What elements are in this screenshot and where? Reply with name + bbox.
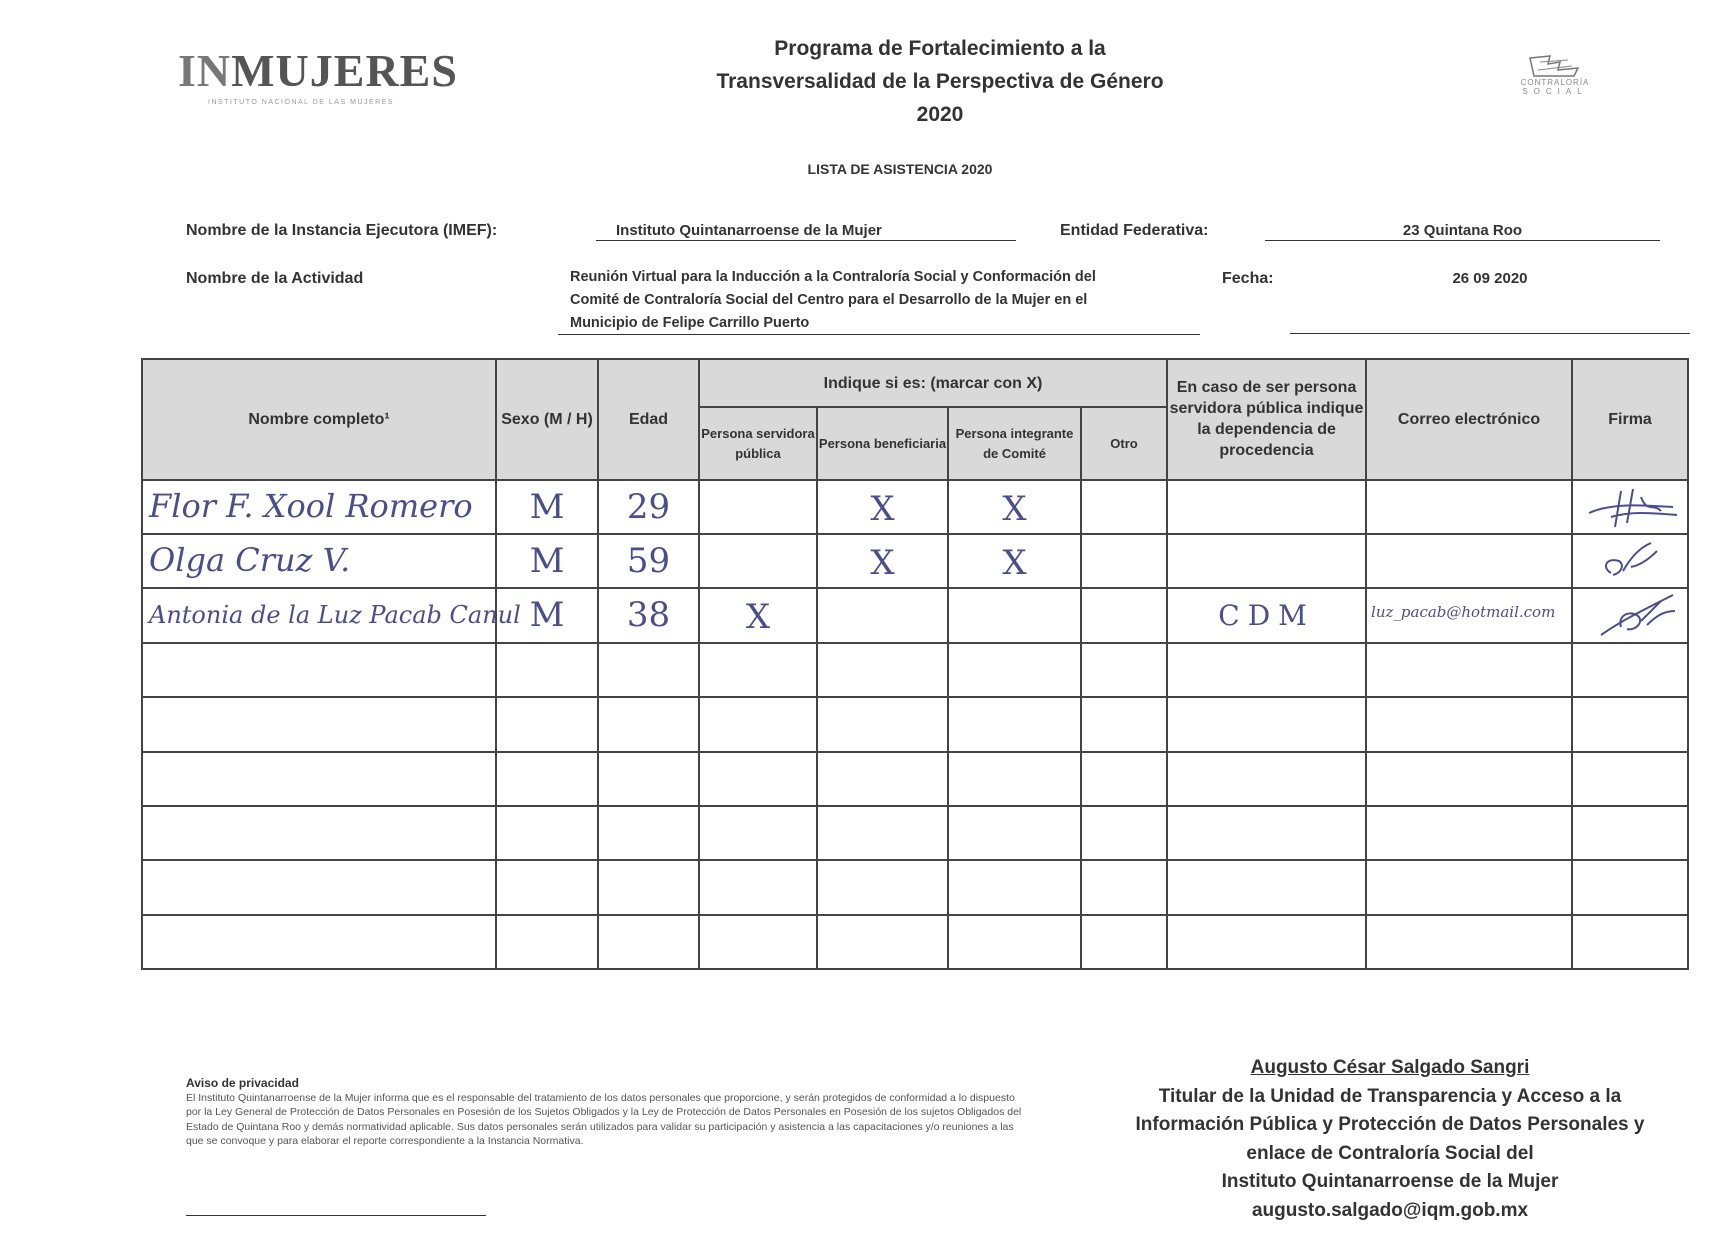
cell-edad[interactable] <box>598 752 699 806</box>
entidad-label: Entidad Federativa: <box>1060 222 1209 239</box>
cell-firma[interactable] <box>1572 534 1688 588</box>
handwritten-sexo: M <box>529 595 565 636</box>
signature-graphic <box>1581 483 1681 533</box>
cell-edad[interactable] <box>598 643 699 697</box>
cell-integrante[interactable] <box>948 806 1081 860</box>
cell-dependencia[interactable] <box>1167 806 1366 860</box>
responsible-email: augusto.salgado@iqm.gob.mx <box>1251 1199 1529 1221</box>
cell-dependencia[interactable] <box>1167 752 1366 806</box>
cell-firma[interactable] <box>1572 860 1688 914</box>
table-row <box>142 480 1688 534</box>
program-title-line: Programa de Fortalecimiento a la <box>774 37 1106 60</box>
cell-sexo[interactable] <box>496 806 598 860</box>
mark-integrante: X <box>1002 543 1027 584</box>
cell-correo[interactable] <box>1366 480 1572 534</box>
contraloria-logo-line2: SOCIAL <box>1522 87 1588 96</box>
table-row <box>142 588 1688 642</box>
cell-sexo[interactable] <box>496 588 598 642</box>
table-row <box>142 534 1688 588</box>
program-title-line: 2020 <box>916 103 964 126</box>
cell-nombre[interactable] <box>142 860 496 914</box>
privacy-heading: Aviso de privacidad <box>186 1076 299 1090</box>
cell-integrante[interactable] <box>948 643 1081 697</box>
privacy-body: El Instituto Quintanarroense de la Mujer informa que es el responsable del tratamiento de los datos personales que proporcione, y serán protegidos de conformidad a lo dispuesto por la Ley General de Protección de Datos Personales en Posesión de los Sujetos Obligados y la Ley de Protección de Datos Personales en Posesión de los sujetos Obligados del Estado de Quintana Roo y demás normatividad aplicable. Sus datos personales serán utilizados para validar su participación y asistencia a las capacitaciones y/o reuniones a las que se convoque y para elaborar el reporte correspondiente a la Instancia Normativa. <box>186 1091 1022 1147</box>
actividad-line: Municipio de Felipe Carrillo Puerto <box>570 315 810 331</box>
cell-sexo[interactable] <box>496 643 598 697</box>
cell-dependencia[interactable] <box>1167 534 1366 588</box>
program-title-line: Transversalidad de la Perspectiva de Género <box>716 70 1164 93</box>
mark-servidora: X <box>745 597 771 638</box>
cell-dependencia[interactable] <box>1167 860 1366 914</box>
cell-firma[interactable] <box>1572 697 1688 751</box>
cell-nombre[interactable] <box>142 480 496 534</box>
cell-edad[interactable] <box>598 860 699 914</box>
responsible-title-line: Titular de la Unidad de Transparencia y Acceso a la <box>1158 1085 1622 1107</box>
header-correo: Correo electrónico <box>1366 359 1572 480</box>
inmujeres-subtitle: INSTITUTO NACIONAL DE LAS MUJERES <box>208 99 395 106</box>
cell-otro[interactable] <box>1081 860 1167 914</box>
cell-integrante[interactable] <box>948 588 1081 642</box>
signature-graphic <box>1581 537 1681 587</box>
contraloria-social-logo <box>1480 52 1630 96</box>
instancia-value: Instituto Quintanarroense de la Mujer <box>596 222 1016 241</box>
cell-servidora[interactable] <box>699 806 817 860</box>
cell-otro[interactable] <box>1081 534 1167 588</box>
inmujeres-logo <box>178 44 478 106</box>
cell-otro[interactable] <box>1081 915 1167 969</box>
handwritten-correo: luz_pacab@hotmail.com <box>1371 603 1556 622</box>
cell-firma[interactable] <box>1572 806 1688 860</box>
cell-dependencia[interactable] <box>1167 915 1366 969</box>
cell-dependencia[interactable] <box>1167 697 1366 751</box>
cell-correo[interactable] <box>1366 534 1572 588</box>
cell-otro[interactable] <box>1081 643 1167 697</box>
cell-edad[interactable] <box>598 588 699 642</box>
header-otro: Otro <box>1081 407 1167 479</box>
cell-correo[interactable] <box>1366 643 1572 697</box>
cell-integrante[interactable] <box>948 860 1081 914</box>
fecha-value: 26 09 2020 <box>1452 270 1528 287</box>
cell-beneficiaria[interactable] <box>817 588 948 642</box>
header-nombre: Nombre completo¹ <box>142 359 496 480</box>
cell-edad[interactable] <box>598 806 699 860</box>
header-dependencia: En caso de ser persona servidora pública indique la dependencia de procedencia <box>1167 359 1366 480</box>
cell-servidora[interactable] <box>699 697 817 751</box>
cell-correo[interactable] <box>1366 806 1572 860</box>
actividad-value <box>558 266 1200 335</box>
cell-edad[interactable] <box>598 480 699 534</box>
header-indique: Indique si es: (marcar con X) <box>699 359 1167 407</box>
cell-servidora[interactable] <box>699 915 817 969</box>
cell-sexo[interactable] <box>496 860 598 914</box>
table-row <box>142 697 1688 751</box>
table-row <box>142 752 1688 806</box>
cell-firma[interactable] <box>1572 915 1688 969</box>
header-sexo: Sexo (M / H) <box>496 359 598 480</box>
handwritten-edad: 29 <box>626 486 671 527</box>
responsible-title-line: Información Pública y Protección de Datos Personales y <box>1135 1114 1645 1135</box>
handwritten-name: Antonia de la Luz Pacab Canul <box>149 601 521 630</box>
cell-otro[interactable] <box>1081 480 1167 534</box>
cell-integrante[interactable] <box>948 752 1081 806</box>
cell-servidora[interactable] <box>699 534 817 588</box>
actividad-label: Nombre de la Actividad <box>186 270 364 287</box>
cell-nombre[interactable] <box>142 588 521 642</box>
actividad-line: Comité de Contraloría Social del Centro para el Desarrollo de la Mujer en el <box>570 292 1088 308</box>
responsible-title-line: enlace de Contraloría Social del <box>1246 1142 1534 1164</box>
cell-integrante[interactable] <box>948 697 1081 751</box>
cell-sexo[interactable] <box>496 480 598 534</box>
header-edad: Edad <box>598 359 699 480</box>
contraloria-logo-line1: CONTRALORÍA <box>1520 78 1590 87</box>
header-firma: Firma <box>1572 359 1688 480</box>
cell-servidora[interactable] <box>699 752 817 806</box>
cell-integrante[interactable] <box>948 534 1081 588</box>
cell-nombre[interactable] <box>142 697 496 751</box>
cell-beneficiaria[interactable] <box>817 752 948 806</box>
cell-otro[interactable] <box>1081 697 1167 751</box>
header-integrante: Persona integrante de Comité <box>948 407 1081 479</box>
cell-dependencia[interactable] <box>1167 480 1366 534</box>
cell-integrante[interactable] <box>948 480 1081 534</box>
cell-otro[interactable] <box>1081 588 1167 642</box>
cell-nombre[interactable] <box>142 752 496 806</box>
responsible-title-line: Instituto Quintanarroense de la Mujer <box>1221 1171 1559 1192</box>
cell-correo[interactable] <box>1366 697 1572 751</box>
cell-correo[interactable] <box>1366 915 1572 969</box>
contraloria-emblem-icon <box>1520 52 1590 80</box>
program-title <box>640 32 1240 131</box>
privacy-signature-line <box>186 1215 486 1216</box>
handwritten-dependencia: CDM <box>1218 599 1315 633</box>
mark-beneficiaria: X <box>870 488 895 529</box>
fecha-label: Fecha: <box>1222 270 1274 287</box>
mark-integrante: X <box>1002 488 1027 529</box>
list-title: LISTA DE ASISTENCIA 2020 <box>807 161 993 177</box>
handwritten-edad: 38 <box>626 595 671 636</box>
signature-graphic <box>1581 591 1681 641</box>
cell-beneficiaria[interactable] <box>817 860 948 914</box>
cell-nombre[interactable] <box>142 915 496 969</box>
cell-correo[interactable] <box>1366 860 1572 914</box>
cell-firma[interactable] <box>1572 643 1688 697</box>
cell-servidora[interactable] <box>699 643 817 697</box>
cell-beneficiaria[interactable] <box>817 643 948 697</box>
cell-beneficiaria[interactable] <box>817 697 948 751</box>
cell-firma[interactable] <box>1572 480 1688 534</box>
cell-sexo[interactable] <box>496 534 598 588</box>
fecha-underline <box>1290 333 1690 334</box>
cell-servidora[interactable] <box>699 588 817 642</box>
responsible-name: Augusto César Salgado Sangri <box>1250 1057 1530 1078</box>
cell-firma[interactable] <box>1572 588 1688 642</box>
cell-nombre[interactable] <box>142 534 496 588</box>
cell-correo[interactable] <box>1366 588 1572 642</box>
handwritten-edad: 59 <box>626 541 671 582</box>
handwritten-sexo: M <box>529 486 565 527</box>
table-row <box>142 643 1688 697</box>
cell-sexo[interactable] <box>496 752 598 806</box>
cell-edad[interactable] <box>598 697 699 751</box>
cell-dependencia[interactable] <box>1167 588 1366 642</box>
actividad-line: Reunión Virtual para la Inducción a la Contraloría Social y Conformación del <box>570 269 1096 285</box>
inmujeres-wordmark: INMUJERES <box>178 45 458 96</box>
header-beneficiaria: Persona beneficiaria <box>817 407 948 479</box>
handwritten-sexo: M <box>529 541 565 582</box>
cell-dependencia[interactable] <box>1167 643 1366 697</box>
cell-firma[interactable] <box>1572 752 1688 806</box>
cell-sexo[interactable] <box>496 697 598 751</box>
cell-edad[interactable] <box>598 915 699 969</box>
cell-otro[interactable] <box>1081 806 1167 860</box>
cell-nombre[interactable] <box>142 806 496 860</box>
cell-beneficiaria[interactable] <box>817 806 948 860</box>
cell-beneficiaria[interactable] <box>817 480 948 534</box>
cell-nombre[interactable] <box>142 643 496 697</box>
cell-otro[interactable] <box>1081 752 1167 806</box>
instancia-label: Nombre de la Instancia Ejecutora (IMEF): <box>186 222 498 239</box>
handwritten-name: Olga Cruz V. <box>149 541 351 580</box>
cell-beneficiaria[interactable] <box>817 534 948 588</box>
cell-integrante[interactable] <box>948 915 1081 969</box>
cell-sexo[interactable] <box>496 915 598 969</box>
mark-beneficiaria: X <box>870 543 895 584</box>
cell-beneficiaria[interactable] <box>817 915 948 969</box>
responsible-block <box>1110 1054 1670 1225</box>
table-row <box>142 806 1688 860</box>
cell-servidora[interactable] <box>699 860 817 914</box>
handwritten-name: Flor F. Xool Romero <box>149 486 473 525</box>
cell-correo[interactable] <box>1366 752 1572 806</box>
table-row <box>142 860 1688 914</box>
header-servidora: Persona servidora pública <box>699 407 817 479</box>
privacy-notice <box>186 1076 1026 1149</box>
table-row <box>142 915 1688 969</box>
cell-servidora[interactable] <box>699 480 817 534</box>
cell-edad[interactable] <box>598 534 699 588</box>
attendance-table <box>141 358 1689 970</box>
entidad-value: 23 Quintana Roo <box>1265 222 1660 241</box>
